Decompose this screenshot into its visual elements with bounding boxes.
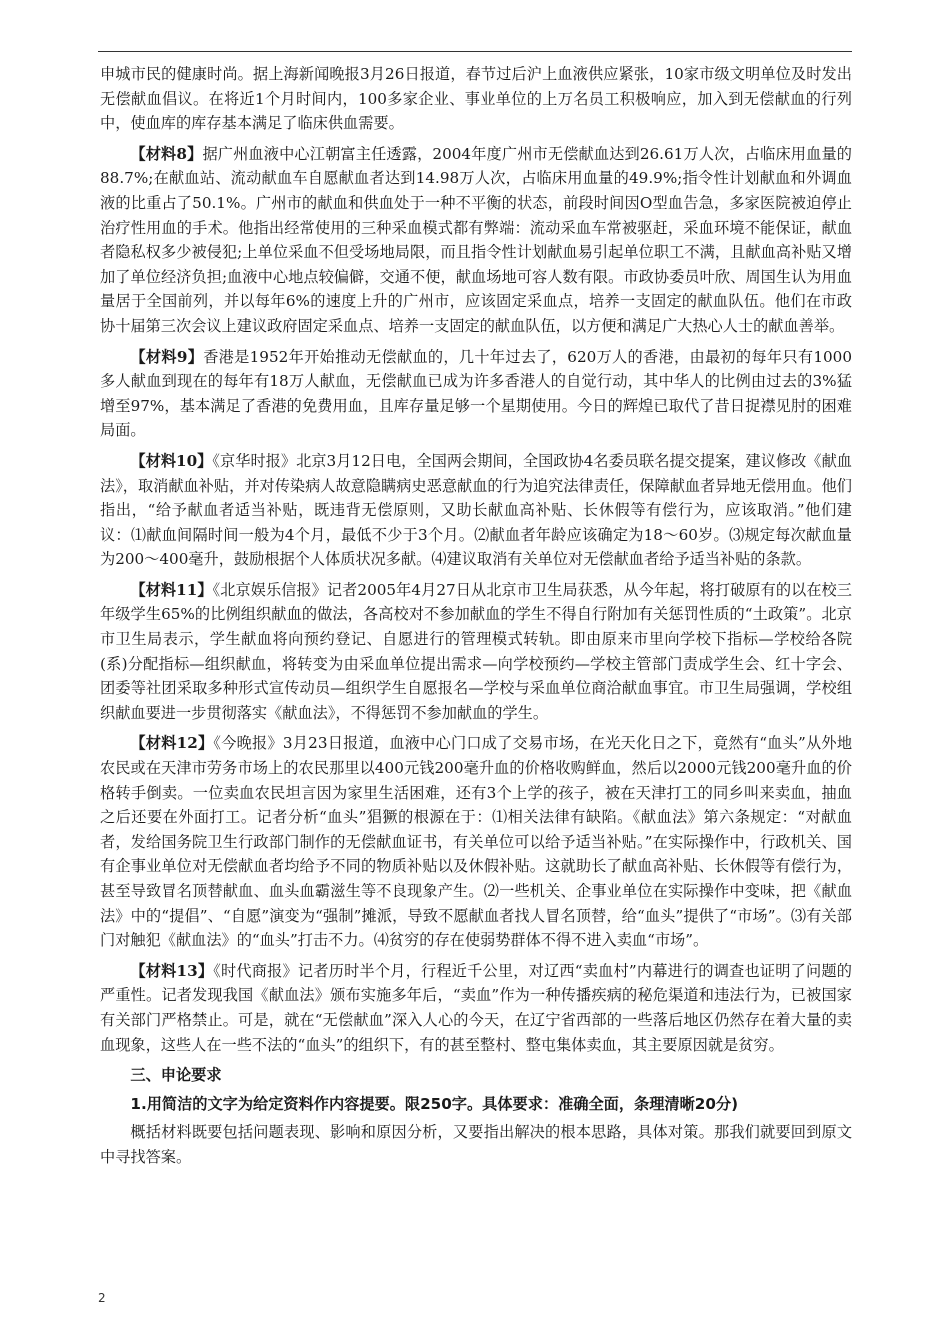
material-8-label: 【材料8】	[130, 144, 203, 163]
material-13-text: 《时代商报》记者历时半个月，行程近千公里，对辽西“卖血村”内幕进行的调查也证明了问题的严重性。记者发现我国《献血法》颁布实施多年后，“卖血”作为一种传播疾病的秘危渠道和违法行为，已被国家有关部门严格禁止。可是，就在“无偿献血”深入人心的今天，在辽宁省西部的一些落后地区仍然存在着大量的卖血现象，这些人在一些不法的“血头”的组织下，有的甚至整村、整屯集体卖血，其主要原因就是贫穷。	[100, 961, 852, 1054]
material-9-text: 香港是1952年开始推动无偿献血的，几十年过去了，620万人的香港，由最初的每年只有1000多人献血到现在的每年有18万人献血，无偿献血已成为许多香港人的自觉行动，其中华人的比例由过去的3%猛增至97%，基本满足了香港的免费用血，且库存量足够一个星期使用。今日的辉煌已取代了昔日捉襟见肘的困难局面。	[100, 347, 852, 440]
analysis-paragraph: 概括材料既要包括问题表现、影响和原因分析，又要指出解决的根本思路，具体对策。那我们就要回到原文中寻找答案。	[100, 1123, 852, 1166]
material-13-label: 【材料13】	[130, 961, 214, 980]
continuation-paragraph: 申城市民的健康时尚。据上海新闻晚报3月26日报道，春节过后沪上血液供应紧张，10家市级文明单位及时发出无偿献血倡议。在将近1个月时间内，100多家企业、事业单位的上万名员工积极响应，加入到无偿献血的行列中，使血库的库存基本满足了临床供血需要。	[100, 65, 852, 133]
document-body	[100, 62, 852, 1176]
material-8-paragraph	[100, 142, 852, 339]
material-12-paragraph	[100, 731, 852, 952]
material-13-paragraph	[100, 959, 852, 1057]
material-8-text: 据广州血液中心江朝富主任透露，2004年度广州市无偿献血达到26.61万人次，占临床用血量的88.7%;在献血站、流动献血车自愿献血者达到14.98万人次，占临床用血量的49.9%;指令性计划献血和外调血液的比重占了50.1%。广州市的献血和供血处于一种不平衡的状态，前段时间因O型血告急，多家医院被迫停止治疗性用血的手术。他指出经常使用的三种采血模式都有弊端：流动采血车常被驱赶，采血环境不能保证，献血者隐私权多少被侵犯;上单位采血不但受场地局限，而且指令性计划献血易引起单位职工不满，且献血高补贴又增加了单位经济负担;血液中心地点较偏僻，交通不便，献血场地可容人数有限。市政协委员叶欣、周国生认为用血量居于全国前列，并以每年6%的速度上升的广州市，应该固定采血点，培养一支固定的献血队伍。他们在市政协十届第三次会议上建议政府固定采血点、培养一支固定的献血队伍，以方便和满足广大热心人士的献血善举。	[100, 144, 852, 335]
page-number: 2	[98, 1291, 106, 1305]
requirement-question: 1.用简洁的文字为给定资料作内容提要。限250字。具体要求：准确全面，条理清晰20分)	[130, 1094, 739, 1113]
material-9-label: 【材料9】	[130, 347, 204, 366]
section-title: 三、申论要求	[130, 1066, 222, 1085]
material-11-paragraph	[100, 578, 852, 726]
header-rule	[98, 51, 852, 52]
material-10-paragraph	[100, 449, 852, 572]
material-10-label: 【材料10】	[130, 451, 213, 470]
material-12-text: 《今晚报》3月23日报道，血液中心门口成了交易市场，在光天化日之下，竟然有“血头”从外地农民或在天津市劳务市场上的农民那里以400元钱200毫升血的价格收购鲜血，然后以2000元钱200毫升血的价格转手倒卖。一位卖血农民坦言因为家里生活困难，还有3个上学的孩子，被在天津打工的同乡叫来卖血，抽血之后还要在外面打工。记者分析“血头”猖獗的根源在于：⑴相关法律有缺陷。《献血法》第六条规定：“对献血者，发给国务院卫生行政部门制作的无偿献血证书，有关单位可以给予适当补贴。”在实际操作中，行政机关、国有企事业单位对无偿献血者均给予不同的物质补贴以及休假补贴。这就助长了献血高补贴、长休假等有偿行为，甚至导致冒名顶替献血、血头血霸滋生等不良现象产生。⑵一些机关、企事业单位在实际操作中变味，把《献血法》中的“提倡”、“自愿”演变为“强制”摊派，导致不愿献血者找人冒名顶替，给“血头”提供了“市场”。⑶有关部门对触犯《献血法》的“血头”打击不力。⑷贫穷的存在使弱势群体不得不进入卖血“市场”。	[100, 734, 853, 950]
material-9-paragraph	[100, 345, 852, 443]
material-10-text: 《京华时报》北京3月12日电，全国两会期间，全国政协4名委员联名提交提案，建议修改《献血法》，取消献血补贴，并对传染病人故意隐瞒病史恶意献血的行为追究法律责任，保障献血者异地无偿用血。他们指出，“给予献血者适当补贴，既违背无偿原则，又助长献血高补贴、长休假等有偿行为，应该取消。”他们建议：⑴献血间隔时间一般为4个月，最低不少于3个月。⑵献血者年龄应该确定为18～60岁。⑶规定每次献血量为200～400毫升，鼓励根据个人体质状况多献。⑷建议取消有关单位对无偿献血者给予适当补贴的条款。	[100, 451, 852, 569]
material-12-label: 【材料12】	[130, 734, 214, 753]
material-11-label: 【材料11】	[130, 580, 213, 599]
material-11-text: 《北京娱乐信报》记者2005年4月27日从北京市卫生局获悉，从今年起，将打破原有的以在校三年级学生65%的比例组织献血的做法，各高校对不参加献血的学生不得自行附加有关惩罚性质的“土政策”。北京市卫生局表示，学生献血将向预约登记、自愿进行的管理模式转轨。即由原来市里向学校下指标—学校给各院(系)分配指标—组织献血，将转变为由采血单位提出需求—向学校预约—学校主管部门责成学生会、红十字会、团委等社团采取多种形式宣传动员—组织学生自愿报名—学校与采血单位商洽献血事宜。市卫生局强调，学校组织献血要进一步贯彻落实《献血法》，不得惩罚不参加献血的学生。	[100, 580, 852, 722]
